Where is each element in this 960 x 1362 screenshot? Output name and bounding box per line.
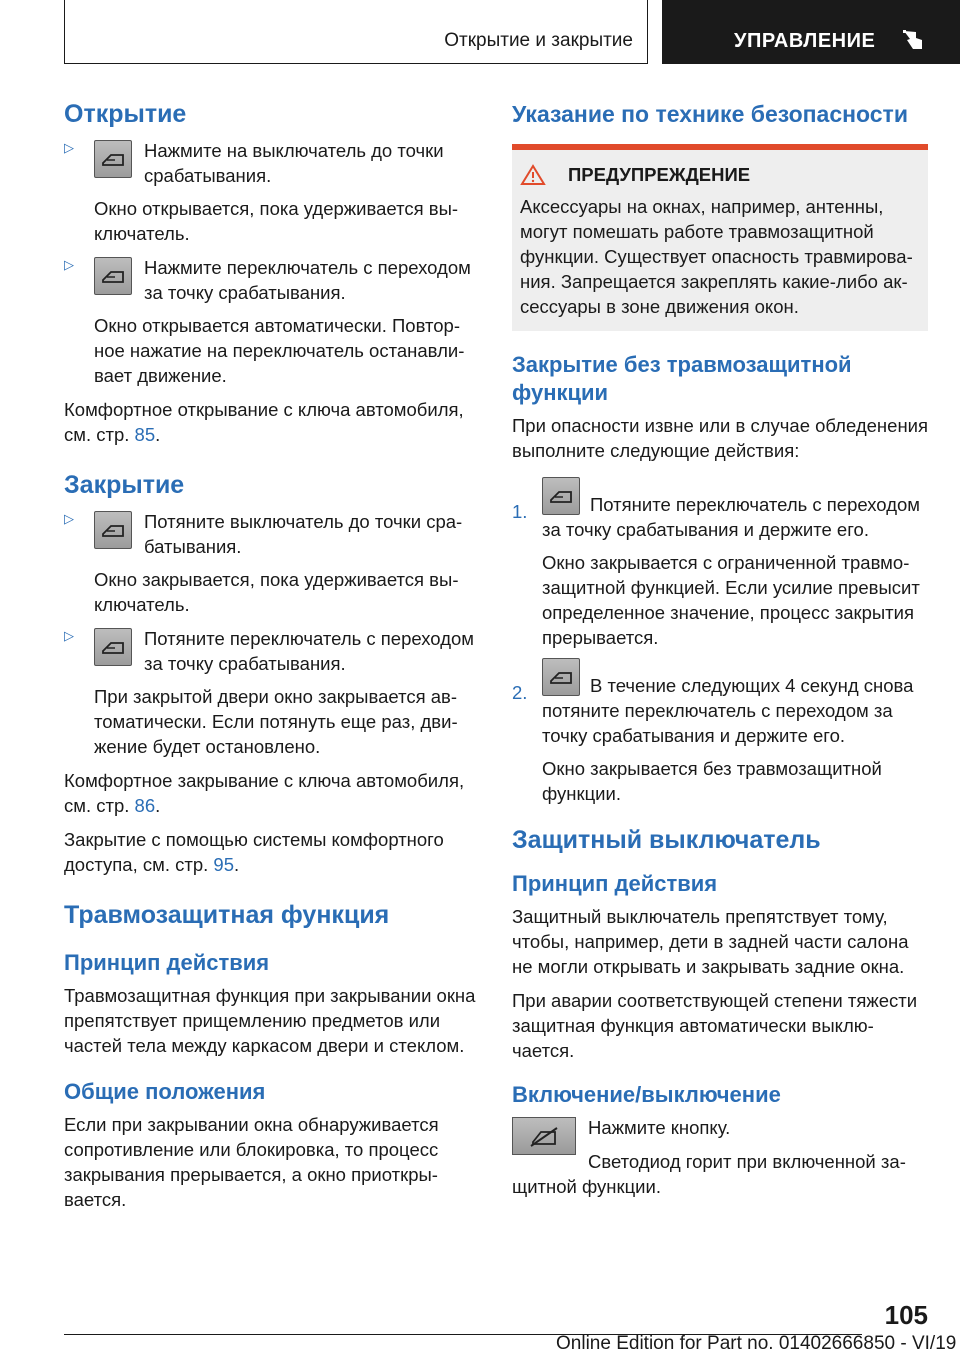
open-heading: Открытие <box>64 100 187 128</box>
safety-switch-heading: Защитный выключатель <box>512 826 821 854</box>
safety-heading: Указание по технике безопасности <box>512 101 908 127</box>
anti-pinch-heading: Травмозащитная функция <box>64 901 390 929</box>
header-section-box <box>64 0 648 64</box>
close-item1-sub: Окно закрывается, пока удерживается выключатель. <box>94 569 459 615</box>
list-item <box>64 138 478 188</box>
step1-sub: Окно закрывается с ограниченной травмозащитной функцией. Если усилие превысит определенное значение, процесс закрытия прерывается. <box>542 552 920 648</box>
list-item <box>512 477 928 650</box>
general-text: Если при закрывании окна обнаруживается сопротивление или блокировка, то процесс закрывания прерывается, а окно приоткрывается. <box>64 1114 439 1210</box>
open-item2-text: Нажмите переключатель с переходом за точку срабатывания. <box>144 257 471 303</box>
hand-pointer-icon <box>900 27 926 53</box>
close-comfort-text: Комфортное закрывание с ключа автомобиля, см. стр. 86. <box>64 770 465 816</box>
close-access-text: Закрытие с помощью системы комфортного доступа, см. стр. 95. <box>64 829 444 875</box>
list-item <box>64 509 478 559</box>
general-heading: Общие положения <box>64 1079 266 1104</box>
window-switch-icon <box>542 477 580 515</box>
header-chapter-title: УПРАВЛЕНИЕ <box>734 30 876 52</box>
no-anti-pinch-heading: Закрытие без травмозащитной функции <box>512 352 852 405</box>
open-item2-sub: Окно открывается автоматически. Повторное нажатие на переключатель останавливает движение. <box>94 315 465 386</box>
close-item2-sub: При закрытой двери окно закрывается автоматически. Если потянуть еще раз, движение будет остановлено. <box>94 686 458 757</box>
window-lock-button-icon <box>512 1117 576 1155</box>
onoff-heading: Включение/выключение <box>512 1082 781 1107</box>
lock-principle-text2: При аварии соответствующей степени тяжести защитная функция автоматически выключается. <box>512 990 918 1061</box>
step1-text: Потяните переключатель с переходом за точку срабатывания и держите его. <box>542 477 928 542</box>
lock-principle-text1: Защитный выключатель препятствует тому, чтобы, например, дети в задней части салона не могли открывать и закрывать задние окна. <box>512 906 909 977</box>
warning-box <box>512 144 928 331</box>
list-item <box>64 626 478 676</box>
list-item <box>512 658 928 806</box>
window-switch-icon <box>94 628 132 671</box>
principle-heading: Принцип действия <box>64 950 270 975</box>
onoff-text2: Светодиод горит при включенной защитной функции. <box>512 1151 906 1197</box>
triangle-bullet-icon: ▷ <box>64 628 74 643</box>
page-link[interactable]: 85 <box>134 424 156 445</box>
principle-text: Травмозащитная функция при закрывании окна препятствует прищемлению предметов или частей тела между каркасом двери и стеклом. <box>64 985 476 1056</box>
close-heading: Закрытие <box>64 471 185 499</box>
warning-title: ПРЕДУПРЕЖДЕНИЕ <box>560 164 920 186</box>
window-switch-icon <box>94 511 132 554</box>
list-item <box>64 255 478 305</box>
page-link[interactable]: 86 <box>134 795 156 816</box>
step-number: 2. <box>512 682 528 703</box>
open-item1-text: Нажмите на выключатель до точки срабатывания. <box>144 140 444 186</box>
step2-sub: Окно закрывается без травмозащитной функции. <box>542 758 882 804</box>
header-section-title: Открытие и закрытие <box>444 30 633 51</box>
lock-principle-heading: Принцип действия <box>512 871 718 896</box>
triangle-bullet-icon: ▷ <box>64 511 74 526</box>
right-column <box>512 98 928 1208</box>
page-number: 105 <box>884 1300 928 1330</box>
no-anti-pinch-intro: При опасности извне или в случае обледенения выполните следующие действия: <box>512 415 929 461</box>
header-chapter-box <box>662 0 960 64</box>
warning-triangle-icon <box>520 164 546 186</box>
step-number: 1. <box>512 501 528 522</box>
onoff-text1: Нажмите кнопку. <box>588 1117 731 1138</box>
step2-text: В течение следующих 4 секунд снова потяните переключатель с переходом за точку срабатывания и держите его. <box>542 658 928 748</box>
window-switch-icon <box>94 257 132 300</box>
window-switch-icon <box>542 658 580 696</box>
window-switch-icon <box>94 140 132 183</box>
triangle-bullet-icon: ▷ <box>64 257 74 272</box>
warning-text: Аксессуары на окнах, например, антенны, могут помешать работе травмозащитной функции. Существует опасность травмирования. Запрещается закреплять какие-либо аксессуары в зоне движения окон. <box>520 196 913 317</box>
edition-text: Online Edition for Part no. 01402666850 - VI/19 <box>556 1333 957 1354</box>
left-column <box>64 98 478 1221</box>
close-item1-text: Потяните выключатель до точки срабатывания. <box>144 511 463 557</box>
close-item2-text: Потяните переключатель с переходом за точку срабатывания. <box>144 628 474 674</box>
triangle-bullet-icon: ▷ <box>64 140 74 155</box>
open-item1-sub: Окно открывается, пока удерживается выключатель. <box>94 198 459 244</box>
open-comfort-text: Комфортное открывание с ключа автомобиля, см. стр. 85. <box>64 399 464 445</box>
page-link[interactable]: 95 <box>213 854 234 875</box>
onoff-block <box>512 1115 928 1140</box>
